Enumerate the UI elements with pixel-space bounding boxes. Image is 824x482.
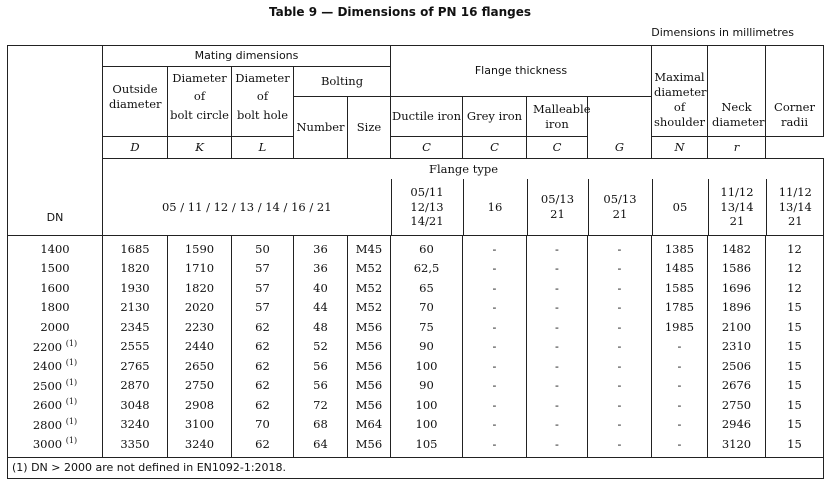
types-neck-1: 11/12 [720, 184, 754, 199]
dn-value: 2400 [32, 358, 63, 373]
malleable-thickness-cell: - [527, 356, 588, 376]
bolt-circle-cell: 3240 [168, 434, 232, 457]
types-ductile [391, 179, 463, 235]
max-shoulder-cell: - [652, 356, 708, 376]
malleable-thickness-cell: - [527, 415, 588, 435]
bolt-circle-line3: bolt circle [170, 107, 229, 122]
table-row [8, 298, 824, 318]
shoulder-05-13-cell: - [588, 278, 652, 298]
types-ductile-1: 05/11 [410, 184, 444, 199]
max-shoulder-label: Maximal diameter of shoulder [654, 70, 707, 130]
bolt-size-cell: M64 [348, 415, 391, 435]
dn-cell [8, 415, 103, 435]
ductile-thickness-cell: 90 [391, 337, 463, 357]
outside-diameter-cell: 2870 [103, 376, 168, 396]
symbol-k: K [168, 137, 232, 159]
bolt-number-cell: 36 [294, 259, 348, 279]
corner-radius-cell: 15 [766, 376, 824, 396]
dn-value: 2000 [40, 319, 70, 334]
ductile-thickness-cell: 90 [391, 376, 463, 396]
shoulder-05-13-cell: - [588, 376, 652, 396]
bolt-hole-cell: 57 [232, 298, 294, 318]
dn-cell [8, 434, 103, 457]
types-shoulder: 05 [652, 179, 708, 235]
shoulder-05-13-cell: - [588, 236, 652, 259]
neck-diameter-cell: 2946 [708, 415, 766, 435]
malleable-thickness-cell: - [527, 259, 588, 279]
corner-radius-cell: 12 [766, 278, 824, 298]
shoulder-05-13-cell: - [588, 298, 652, 318]
types-shoulder-b [588, 179, 652, 235]
shoulder-05-13-cell: - [588, 317, 652, 337]
outside-diameter-cell: 3350 [103, 434, 168, 457]
outside-diameter-cell: 3240 [103, 415, 168, 435]
dn-value: 2500 [32, 378, 63, 393]
corner-radii-label: Corner radii [774, 100, 815, 130]
bolt-hole-cell: 57 [232, 278, 294, 298]
dn-footnote-ref: (1) [65, 436, 78, 446]
outside-diameter-cell: 2345 [103, 317, 168, 337]
outside-diameter-cell: 1930 [103, 278, 168, 298]
corner-radius-cell: 12 [766, 236, 824, 259]
bolt-hole-cell: 70 [232, 415, 294, 435]
shoulder-05-13-cell: - [588, 434, 652, 457]
types-corner-1: 11/12 [778, 184, 812, 199]
table-row [8, 317, 824, 337]
symbol-c-grey: C [463, 137, 527, 159]
neck-diameter-cell: 1482 [708, 236, 766, 259]
neck-diameter-cell: 2100 [708, 317, 766, 337]
corner-radius-cell: 15 [766, 415, 824, 435]
malleable-thickness-cell: - [527, 317, 588, 337]
bolt-hole-cell: 62 [232, 317, 294, 337]
types-malleable [527, 179, 588, 235]
dn-value: 2800 [32, 417, 63, 432]
dn-cell [8, 395, 103, 415]
types-malleable-2: 21 [550, 207, 565, 221]
bolt-hole-line3: bolt hole [236, 107, 289, 122]
max-shoulder-cell: - [652, 395, 708, 415]
neck-diameter-cell: 2506 [708, 356, 766, 376]
outside-diameter-cell: 2765 [103, 356, 168, 376]
number-header: Number [294, 97, 348, 159]
grey-thickness-cell: - [463, 415, 527, 435]
max-shoulder-cell: 1485 [652, 259, 708, 279]
grey-thickness-cell: - [463, 298, 527, 318]
malleable-iron-label: Malleable iron [533, 101, 591, 131]
corner-radius-cell: 15 [766, 434, 824, 457]
symbol-l: L [232, 137, 294, 159]
outside-diameter-cell: 2555 [103, 337, 168, 357]
types-ductile-2: 12/13 [410, 199, 444, 214]
bolt-hole-cell: 62 [232, 337, 294, 357]
flange-type-subtable [103, 159, 824, 235]
bolt-number-cell: 68 [294, 415, 348, 435]
neck-diameter-header [708, 46, 766, 137]
table-row [8, 236, 824, 259]
types-malleable-1: 05/13 [540, 192, 575, 207]
dn-footnote-ref: (1) [65, 358, 78, 368]
bolt-circle-line2: of [193, 89, 206, 104]
bolt-number-cell: 56 [294, 376, 348, 396]
outside-diameter-cell: 3048 [103, 395, 168, 415]
ductile-thickness-cell: 100 [391, 395, 463, 415]
bolt-circle-cell: 2750 [168, 376, 232, 396]
max-shoulder-cell: 1385 [652, 236, 708, 259]
table-row [8, 337, 824, 357]
bolt-number-cell: 36 [294, 236, 348, 259]
max-shoulder-cell: - [652, 415, 708, 435]
corner-radius-cell: 15 [766, 395, 824, 415]
bolt-hole-line2: of [256, 89, 269, 104]
bolt-hole-line1: Diameter [235, 71, 290, 85]
bolt-size-cell: M56 [348, 317, 391, 337]
grey-thickness-cell: - [463, 317, 527, 337]
symbol-n: N [652, 137, 708, 159]
malleable-thickness-cell: - [527, 434, 588, 457]
grey-thickness-cell: - [463, 376, 527, 396]
grey-thickness-cell: - [463, 236, 527, 259]
footnote: (1) DN > 2000 are not defined in EN1092-1:2018. [8, 457, 824, 478]
flange-type-header: Flange type [429, 161, 499, 176]
malleable-thickness-cell: - [527, 236, 588, 259]
dn-footnote-ref: (1) [65, 377, 78, 387]
bolt-number-cell: 40 [294, 278, 348, 298]
outside-diameter-label: Outside diameter [109, 82, 162, 112]
dn-cell [8, 356, 103, 376]
types-corner [766, 179, 824, 235]
corner-radius-cell: 12 [766, 259, 824, 279]
symbol-c-malleable: C [527, 137, 588, 159]
bolt-circle-cell: 2230 [168, 317, 232, 337]
dn-value: 1600 [40, 280, 70, 295]
bolt-number-cell: 52 [294, 337, 348, 357]
max-shoulder-cell: - [652, 337, 708, 357]
symbol-d: D [103, 137, 168, 159]
max-shoulder-header [652, 46, 708, 137]
dn-footnote-ref: (1) [65, 416, 78, 426]
shoulder-05-13-cell: - [588, 395, 652, 415]
types-neck-3: 21 [729, 214, 745, 229]
neck-diameter-cell: 2310 [708, 337, 766, 357]
outside-diameter-cell: 2130 [103, 298, 168, 318]
bolt-size-cell: M56 [348, 356, 391, 376]
bolt-hole-cell: 62 [232, 376, 294, 396]
bolt-hole-cell: 62 [232, 356, 294, 376]
ductile-thickness-cell: 62,5 [391, 259, 463, 279]
symbol-r: r [708, 137, 766, 159]
bolt-size-cell: M56 [348, 395, 391, 415]
bolt-number-cell: 48 [294, 317, 348, 337]
ductile-thickness-cell: 75 [391, 317, 463, 337]
bolt-circle-cell: 2440 [168, 337, 232, 357]
bolt-hole-cell: 62 [232, 395, 294, 415]
types-shoulder-b-2: 21 [612, 207, 628, 221]
table-row [8, 376, 824, 396]
bolt-number-cell: 64 [294, 434, 348, 457]
types-mating: 05 / 11 / 12 / 13 / 14 / 16 / 21 [103, 179, 391, 235]
table-row [8, 395, 824, 415]
bolt-hole-cell: 57 [232, 259, 294, 279]
dn-footnote-ref: (1) [65, 338, 78, 348]
ductile-thickness-cell: 105 [391, 434, 463, 457]
shoulder-05-13-cell: - [588, 337, 652, 357]
corner-radius-cell: 15 [766, 317, 824, 337]
max-shoulder-cell: 1985 [652, 317, 708, 337]
types-grey: 16 [463, 179, 527, 235]
shoulder-05-13-cell: - [588, 356, 652, 376]
bolt-circle-cell: 2908 [168, 395, 232, 415]
table-row [8, 278, 824, 298]
corner-radius-cell: 15 [766, 298, 824, 318]
malleable-thickness-cell: - [527, 298, 588, 318]
bolt-size-cell: M52 [348, 259, 391, 279]
grey-thickness-cell: - [463, 434, 527, 457]
outside-diameter-cell: 1685 [103, 236, 168, 259]
max-shoulder-cell: - [652, 376, 708, 396]
table-title: Table 9 — Dimensions of PN 16 flanges [268, 5, 532, 19]
bolt-circle-cell: 1820 [168, 278, 232, 298]
max-shoulder-cell: 1585 [652, 278, 708, 298]
dn-value: 2200 [32, 339, 63, 354]
dn-value: 1400 [40, 241, 70, 256]
dn-value: 1500 [40, 261, 70, 276]
grey-thickness-cell: - [463, 278, 527, 298]
dn-cell [8, 376, 103, 396]
ductile-thickness-cell: 65 [391, 278, 463, 298]
ductile-thickness-cell: 100 [391, 415, 463, 435]
dn-cell [8, 236, 103, 259]
bolting-header: Bolting [294, 67, 391, 97]
shoulder-05-13-cell: - [588, 259, 652, 279]
neck-diameter-cell: 1896 [708, 298, 766, 318]
types-neck [708, 179, 766, 235]
table-row [8, 415, 824, 435]
size-header: Size [348, 97, 391, 159]
bolt-circle-header [168, 67, 232, 137]
table-body [8, 236, 824, 458]
neck-diameter-cell: 2676 [708, 376, 766, 396]
bolt-number-cell: 44 [294, 298, 348, 318]
bolt-circle-cell: 2020 [168, 298, 232, 318]
dn-header: DN [8, 46, 103, 236]
flange-thickness-header: Flange thickness [391, 46, 652, 97]
bolt-circle-cell: 1710 [168, 259, 232, 279]
outside-diameter-cell: 1820 [103, 259, 168, 279]
bolt-number-cell: 72 [294, 395, 348, 415]
dn-cell [8, 317, 103, 337]
outside-diameter-header [103, 67, 168, 137]
bolt-size-cell: M56 [348, 376, 391, 396]
types-corner-3: 21 [787, 214, 803, 229]
neck-diameter-cell: 3120 [708, 434, 766, 457]
ductile-thickness-cell: 100 [391, 356, 463, 376]
ductile-thickness-cell: 60 [391, 236, 463, 259]
ductile-iron-header: Ductile iron [391, 97, 463, 137]
flange-type-block [103, 159, 824, 236]
dn-cell [8, 278, 103, 298]
bolt-size-cell: M52 [348, 278, 391, 298]
units-note: Dimensions in millimetres [651, 26, 794, 39]
malleable-thickness-cell: - [527, 395, 588, 415]
table-row [8, 259, 824, 279]
max-shoulder-cell: 1785 [652, 298, 708, 318]
types-shoulder-b-1: 05/13 [603, 192, 637, 207]
neck-diameter-cell: 1586 [708, 259, 766, 279]
bolt-size-cell: M45 [348, 236, 391, 259]
symbol-g: G [588, 137, 652, 159]
bolt-hole-cell: 50 [232, 236, 294, 259]
max-shoulder-cell: - [652, 434, 708, 457]
bolt-circle-cell: 1590 [168, 236, 232, 259]
ductile-thickness-cell: 70 [391, 298, 463, 318]
malleable-thickness-cell: - [527, 376, 588, 396]
bolt-hole-cell: 62 [232, 434, 294, 457]
dn-value: 2600 [32, 397, 63, 412]
corner-radii-header [766, 46, 824, 137]
malleable-thickness-cell: - [527, 337, 588, 357]
malleable-thickness-cell: - [527, 278, 588, 298]
bolt-circle-cell: 3100 [168, 415, 232, 435]
neck-diameter-cell: 1696 [708, 278, 766, 298]
dn-cell [8, 259, 103, 279]
grey-thickness-cell: - [463, 259, 527, 279]
bolt-hole-header [232, 67, 294, 137]
grey-thickness-cell: - [463, 356, 527, 376]
types-ductile-3: 14/21 [410, 214, 444, 229]
bolt-circle-cell: 2650 [168, 356, 232, 376]
dn-cell [8, 337, 103, 357]
malleable-iron-header [527, 97, 591, 137]
bolt-size-cell: M56 [348, 434, 391, 457]
grey-iron-header: Grey iron [463, 97, 527, 137]
types-neck-2: 13/14 [720, 199, 754, 214]
dn-value: 1800 [40, 300, 70, 315]
bolt-circle-line1: Diameter [172, 71, 227, 85]
table-row [8, 434, 824, 457]
neck-diameter-label: Neck diameter [712, 100, 765, 130]
dn-value: 3000 [32, 436, 63, 451]
neck-diameter-cell: 2750 [708, 395, 766, 415]
shoulder-05-13-cell: - [588, 415, 652, 435]
dn-cell [8, 298, 103, 318]
grey-thickness-cell: - [463, 337, 527, 357]
table-row [8, 356, 824, 376]
types-corner-2: 13/14 [778, 199, 812, 214]
bolt-size-cell: M56 [348, 337, 391, 357]
symbol-c-ductile: C [391, 137, 463, 159]
corner-radius-cell: 15 [766, 337, 824, 357]
mating-dimensions-header: Mating dimensions [103, 46, 391, 67]
grey-thickness-cell: - [463, 395, 527, 415]
corner-radius-cell: 15 [766, 356, 824, 376]
bolt-number-cell: 56 [294, 356, 348, 376]
flange-dimensions-table [7, 45, 824, 479]
bolt-size-cell: M52 [348, 298, 391, 318]
dn-footnote-ref: (1) [65, 397, 78, 407]
